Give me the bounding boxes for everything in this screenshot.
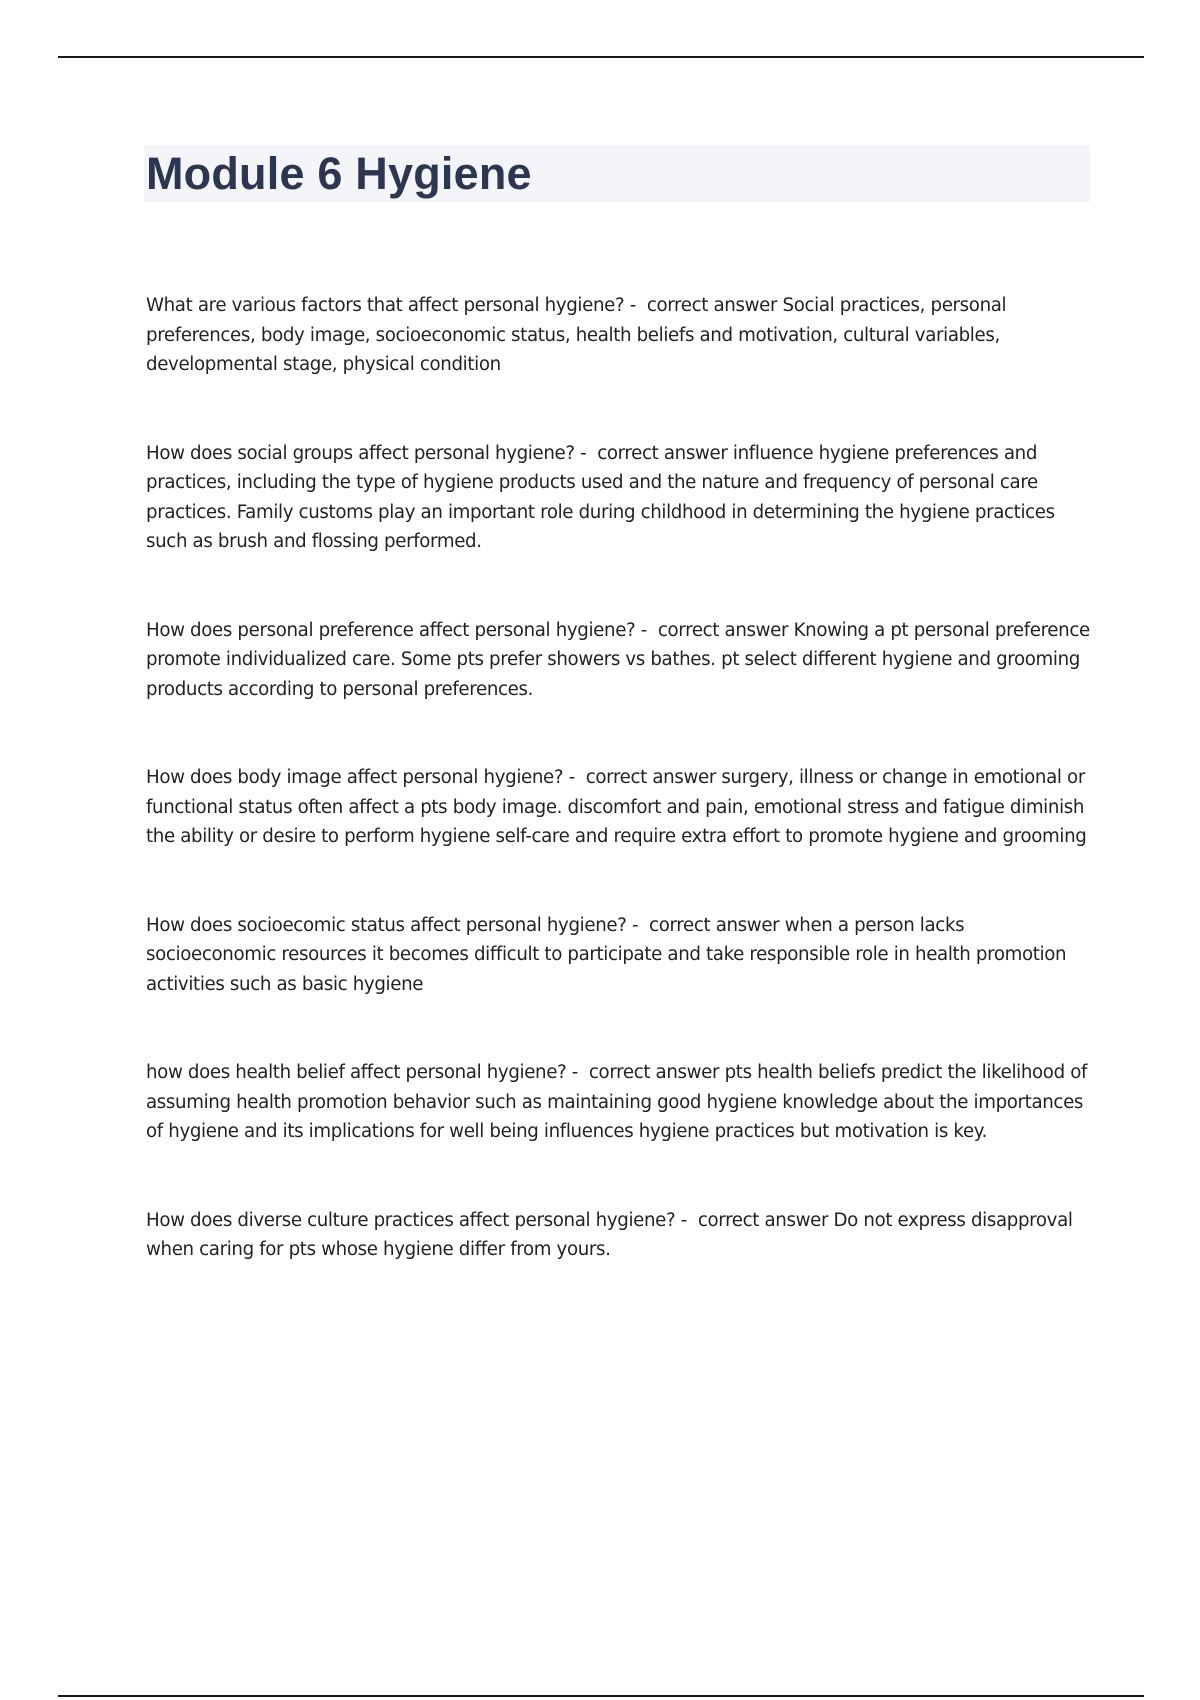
question-text: How does body image affect personal hygiene? xyxy=(146,767,564,788)
separator: - xyxy=(626,914,650,936)
separator: - xyxy=(566,1062,589,1083)
page-title: Module 6 Hygiene xyxy=(146,148,532,199)
question-text: How does diverse culture practices affect personal hygiene? xyxy=(146,1209,676,1231)
question-text: How does personal preference affect personal hygiene? xyxy=(146,619,636,641)
qa-item xyxy=(146,291,1096,380)
answer-prefix: correct answer xyxy=(649,914,780,936)
answer-prefix: correct answer xyxy=(597,442,728,464)
answer-prefix: correct answer xyxy=(646,295,778,316)
separator: - xyxy=(624,295,647,316)
top-rule xyxy=(58,56,1144,58)
answer-text: Social practices, personal preferences, body image, socioeconomic status, health beliefs and motivation, cultural variables, developmental stage, physical condition xyxy=(146,295,1007,375)
answer-text: Knowing a pt personal preference promote individualized care. Some pts prefer showers vs bathes. pt select different hygiene and grooming products according to personal preferences. xyxy=(146,619,1090,700)
answer-prefix: correct answer xyxy=(657,619,789,641)
bottom-rule xyxy=(58,1695,1144,1697)
qa-list xyxy=(146,291,1096,1324)
question-text: How does socioecomic status affect personal hygiene? xyxy=(146,914,627,936)
answer-text: when a person lacks socioeconomic resources it becomes difficult to participate and take responsible role in health promotion activities such as basic hygiene xyxy=(146,914,1067,995)
question-text: How does social groups affect personal hygiene? xyxy=(146,442,575,464)
qa-item xyxy=(146,763,1096,852)
qa-item xyxy=(146,911,1096,1000)
qa-item xyxy=(146,616,1096,705)
answer-prefix: correct answer xyxy=(697,1209,829,1231)
separator: - xyxy=(675,1209,698,1231)
answer-text: pts health beliefs predict the likelihood of assuming health promotion behavior such as maintaining good hygiene knowledge about the importances of hygiene and its implications for well being influences hygiene practices but motivation is key. xyxy=(146,1062,1088,1142)
answer-text: Do not express disapproval when caring for pts whose hygiene differ from yours. xyxy=(146,1209,1073,1260)
question-text: how does health belief affect personal hygiene? xyxy=(146,1062,567,1083)
answer-text: surgery, illness or change in emotional or functional status often affect a pts body image. discomfort and pain, emotional stress and fatigue diminish the ability or desire to perform hygiene self-care and require extra effort to promote hygiene and grooming xyxy=(146,767,1087,847)
question-text: What are various factors that affect personal hygiene? xyxy=(146,295,625,316)
separator: - xyxy=(635,619,658,641)
answer-prefix: correct answer xyxy=(585,767,716,788)
separator: - xyxy=(563,767,586,788)
separator: - xyxy=(574,442,598,464)
qa-item xyxy=(146,439,1096,557)
qa-item xyxy=(146,1058,1096,1147)
answer-prefix: correct answer xyxy=(588,1062,720,1083)
qa-item xyxy=(146,1206,1096,1265)
answer-text: influence hygiene preferences and practices, including the type of hygiene products used and the nature and frequency of personal care practices. Family customs play an important role during childhood in determining the hygiene practices such as brush and flossing performed. xyxy=(146,442,1055,552)
